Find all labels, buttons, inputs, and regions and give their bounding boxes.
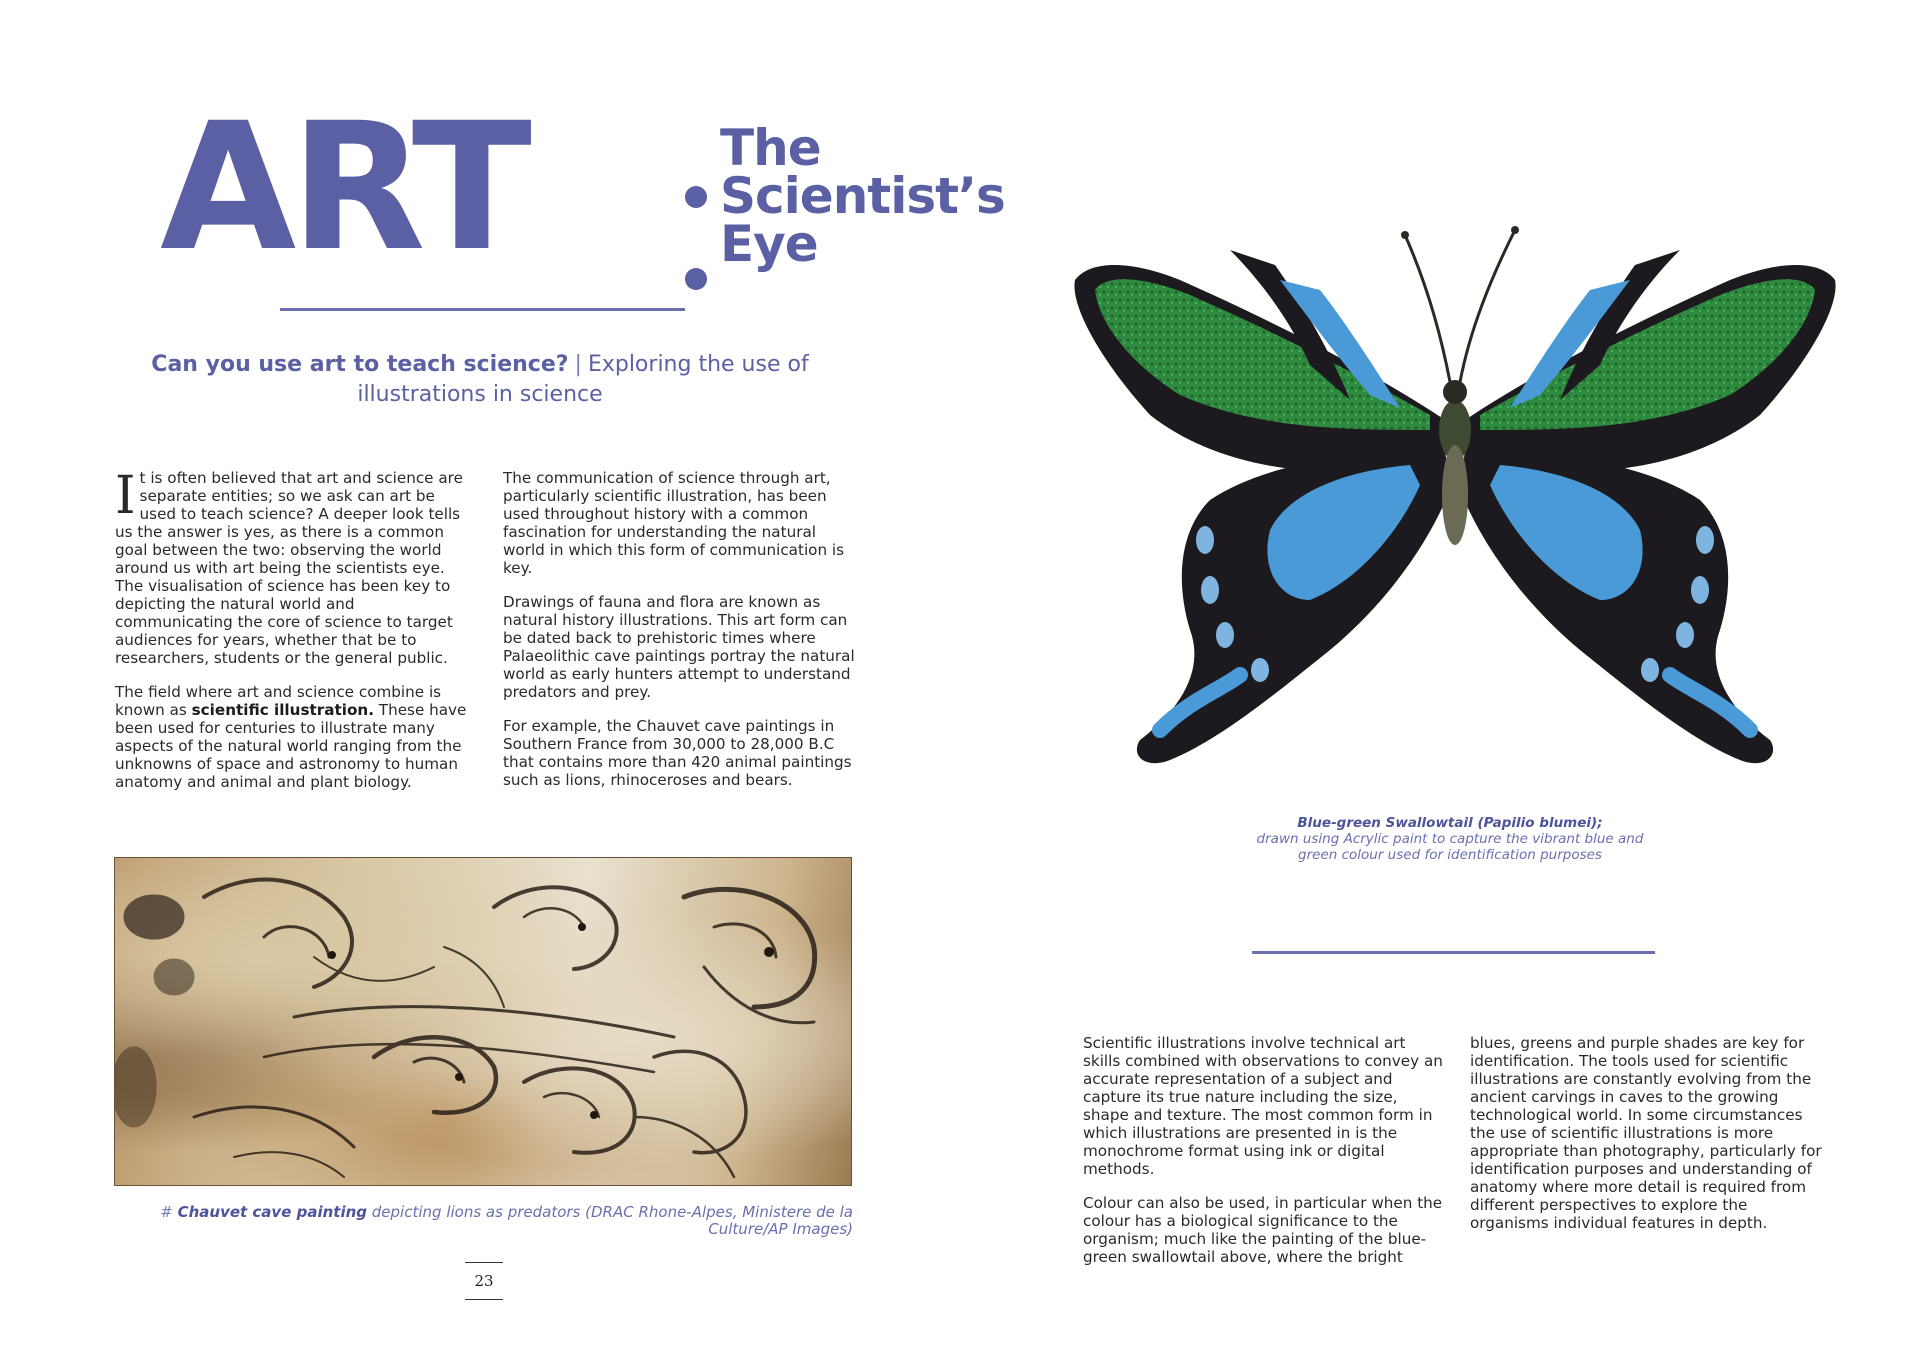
body-column-4 [1470, 1034, 1830, 1248]
article-title [160, 85, 1005, 290]
body-column-1 [115, 466, 470, 807]
paragraph: The communication of science through art, particularly scientific illustration, has been used throughout history with a common fascination for understanding the natural world in which this form of communication is key. [503, 469, 845, 577]
butterfly-caption-text: drawn using Acrylic paint to capture the vibrant blue and green colour used for identification purposes [1256, 831, 1644, 863]
caption-hash: # [160, 1203, 173, 1221]
page-number: 23 [465, 1262, 503, 1300]
title-colon [685, 176, 707, 288]
standfirst [120, 350, 840, 410]
colon-dot-top [685, 186, 707, 208]
drop-cap: I [115, 466, 136, 526]
colon-dot-bottom [685, 268, 707, 290]
body-column-2 [503, 469, 860, 805]
standfirst-question: Can you use art to teach science? [151, 352, 569, 377]
title-divider [280, 308, 685, 311]
subtitle-line-1: The [720, 119, 821, 177]
butterfly-drawing [1070, 130, 1840, 810]
paragraph: Scientific illustrations involve technical art skills combined with observations to convey an accurate representation of a subject and capture its true nature including the size, shape and texture. The most common form in which illustrations are presented in is the monochrome format using ink or digital methods. [1083, 1034, 1443, 1178]
paragraph: For example, the Chauvet cave paintings in Southern France from 30,000 to 28,000 B.C that contains more than 420 animal paintings such as lions, rhinoceroses and bears. [503, 717, 852, 789]
paragraph: Drawings of fauna and flora are known as natural history illustrations. This art form can be dated back to prehistoric times where Palaeolithic cave paintings portray the natural world as early hunters attempt to understand predators and prey. [503, 593, 855, 701]
paragraph-text: These have been used for centuries to illustrate many aspects of the natural world ranging from the unknowns of space and astronomy to human anatomy and animal and plant biology. [115, 701, 467, 791]
subtitle-line-3: Eye [720, 215, 818, 273]
butterfly-caption-title: Blue-green Swallowtail (Papilio blumei); [1297, 815, 1603, 831]
butterfly-caption [1250, 815, 1650, 863]
paragraph [115, 466, 470, 667]
cave-painting-caption [105, 1204, 853, 1238]
body-column-3 [1083, 1034, 1443, 1282]
cave-painting-image [114, 857, 852, 1186]
term-scientific-illustration: scientific illustration. [191, 701, 374, 719]
caption-text: depicting lions as predators (DRAC Rhone-Alpes, Ministere de la Culture/AP Images) [367, 1203, 853, 1238]
cave-painting-drawing [114, 857, 852, 1186]
standfirst-rest: Exploring the use of illustrations in science [357, 352, 809, 407]
caption-title: Chauvet cave painting [177, 1203, 368, 1221]
title-subtitle [720, 119, 1005, 273]
paragraph [115, 683, 470, 791]
title-art: ART [160, 85, 526, 290]
subtitle-line-2: Scientist’s [720, 167, 1005, 225]
paragraph-text: The field where art and science combine is known as [115, 683, 442, 719]
standfirst-separator: | [574, 352, 582, 377]
section-divider [1252, 951, 1655, 954]
butterfly-illustration [1070, 130, 1840, 810]
paragraph: blues, greens and purple shades are key for identification. The tools used for scientific illustrations are constantly evolving from the ancient carvings in caves to the growing technological world. In some circumstances the use of scientific illustrations is more appropriate than photography, particularly for identification purposes and understanding of anatomy where more detail is required from different perspectives to explore the organisms individual features in depth. [1470, 1034, 1822, 1232]
paragraph: Colour can also be used, in particular when the colour has a biological significance to the organism; much like the painting of the blue-green swallowtail above, where the bright [1083, 1194, 1443, 1266]
paragraph-text: t is often believed that art and science are separate entities; so we ask can art be used to teach science? A deeper look tells us the answer is yes, as there is a common goal between the two: observing the world around us with art being the scientists eye. The visualisation of science has been key to depicting the natural world and communicating the core of science to target audiences for years, whether that be to researchers, students or the general public. [115, 469, 463, 667]
